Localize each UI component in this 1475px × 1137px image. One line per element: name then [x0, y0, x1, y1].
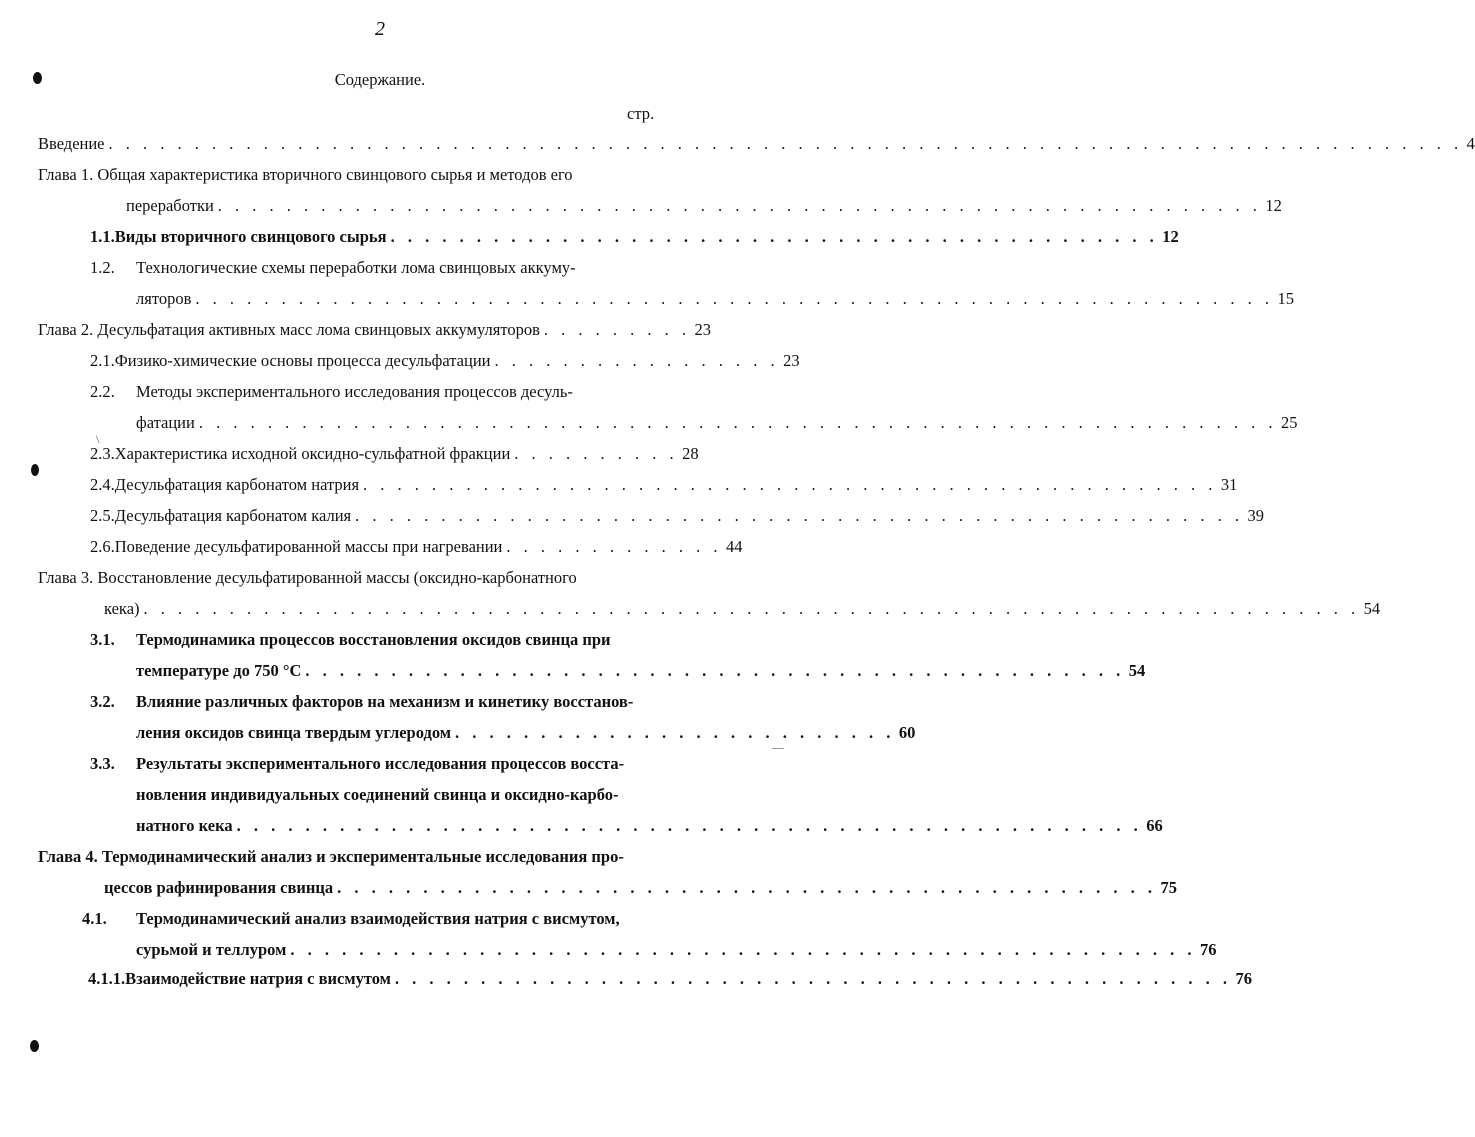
toc-page-number: 23 — [694, 320, 711, 339]
leader-dots: . . . . . . . . . . . . . . . . . . . . . . . . . . . . . . . . . . . . . . . . . . . . . . . . . . . . . — [236, 816, 1143, 835]
leader-dots: . . . . . . . . . . . . . . . . . . . . . . . . . . . . . . . . . . . . . . . . . . . . . . . . . . . . . . . . . . . . . . . — [198, 413, 1277, 432]
toc-section-number: 2.2. — [90, 382, 115, 401]
toc-entry-text: Термодинамический анализ взаимодействия натрия с висмутом, — [136, 909, 620, 928]
toc-entry-text: фатации — [136, 413, 195, 432]
leader-dots: . . . . . . . . . . — [514, 444, 679, 463]
leader-dots: . . . . . . . . . . . . . . . . . . . . . . . . . . — [455, 723, 895, 742]
leader-dots: . . . . . . . . . . . . . . . . . . . . . . . . . . . . . . . . . . . . . . . . . . . . . . . . . — [394, 969, 1232, 988]
toc-entry-text: Десульфатация карбонатом натрия — [114, 475, 360, 494]
toc-entry-4-1-1[interactable] — [88, 968, 1253, 990]
toc-entry-2-6[interactable] — [90, 536, 743, 558]
toc-entry-text: Термодинамика процессов восстановления оксидов свинца при — [136, 630, 611, 649]
toc-section-number: 3.1. — [90, 630, 115, 649]
toc-page-number: 76 — [1199, 940, 1217, 959]
toc-entry-text: Глава 4. Термодинамический анализ и экспериментальные исследования про- — [38, 847, 624, 866]
toc-entry-text: Глава 2. Десульфатация активных масс лома свинцовых аккумуляторов — [38, 320, 540, 339]
toc-page-number: 39 — [1247, 506, 1264, 525]
scan-tick: \ — [96, 432, 100, 446]
toc-page-number: 76 — [1235, 969, 1253, 988]
toc-entry-4-1-cont[interactable] — [136, 939, 1217, 961]
toc-entry-text: Десульфатация карбонатом калия — [114, 506, 352, 525]
page-title: Содержание. — [334, 70, 426, 89]
toc-entry-chapter-3[interactable] — [38, 567, 658, 589]
toc-entry-text: Физико-химические основы процесса десульфатации — [114, 351, 491, 370]
toc-section-number: 4.1.1. — [88, 969, 126, 988]
toc-page-number: 44 — [726, 537, 743, 556]
toc-section-number: 3.3. — [90, 754, 115, 773]
leader-dots: . . . . . . . . . . . . . . . . . . . . . . . . . . . . . . . . . . . . . . . . . . . . . . . . . . . . . . . . . . . . . . . — [195, 289, 1274, 308]
toc-entry-1-1[interactable] — [90, 226, 1179, 248]
toc-entry-text: ляторов — [136, 289, 192, 308]
toc-section-number: 2.4. — [90, 475, 115, 494]
toc-entry-3-3[interactable] — [90, 753, 650, 775]
toc-page-number: 25 — [1280, 413, 1298, 432]
leader-dots: . . . . . . . . . . . . . . . . . . . . . . . . . . . . . . . . . . . . . . . . . . . . . . . . . . — [363, 475, 1217, 494]
leader-dots: . . . . . . . . . . . . . . . . . . . . . . . . . . . . . . . . . . . . . . . . . . . . . — [390, 227, 1159, 246]
toc-page-number: 15 — [1277, 289, 1294, 308]
toc-entry-text: Виды вторичного свинцового сырья — [114, 227, 387, 246]
toc-entry-chapter-3-cont[interactable] — [104, 598, 1381, 620]
toc-page-number: 54 — [1128, 661, 1146, 680]
scan-mark — [33, 72, 42, 84]
toc-entry-text: ления оксидов свинца твердым углеродом — [136, 723, 452, 742]
toc-section-number: 2.3. — [90, 444, 115, 463]
leader-dots: . . . . . . . . . . . . . . . . . . . . . . . . . . . . . . . . . . . . . . . . . . . . . . . . . . . . . . . . . . . . . . . . . . . . . . . . . . . . . . . — [108, 134, 1463, 153]
toc-entry-2-2[interactable] — [90, 381, 650, 403]
toc-section-number: 3.2. — [90, 692, 115, 711]
leader-dots: . . . . . . . . . . . . . — [506, 537, 723, 556]
toc-entry-text: температуре до 750 °С — [136, 661, 302, 680]
leader-dots: . . . . . . . . . — [543, 320, 691, 339]
toc-section-number: 2.6. — [90, 537, 115, 556]
leader-dots: . . . . . . . . . . . . . . . . . . . . . . . . . . . . . . . . . . . . . . . . . . . . . . . . . . . . . — [290, 940, 1196, 959]
toc-section-number: 1.1. — [90, 227, 115, 246]
toc-entry-text: Технологические схемы переработки лома свинцовых аккуму- — [136, 258, 576, 277]
toc-entry-2-1[interactable] — [90, 350, 800, 372]
toc-entry-text: переработки — [126, 196, 214, 215]
leader-dots: . . . . . . . . . . . . . . . . . . . . . . . . . . . . . . . . . . . . . . . . . . . . . . . . . . . . . . . . . . . . . — [217, 196, 1262, 215]
toc-page-number: 75 — [1160, 878, 1178, 897]
leader-dots: . . . . . . . . . . . . . . . . . — [494, 351, 780, 370]
toc-entry-text: Глава 1. Общая характеристика вторичного свинцового сырья и методов его — [38, 165, 573, 184]
page-number: 2 — [375, 18, 385, 40]
toc-entry-2-3[interactable] — [90, 443, 699, 465]
toc-entry-chapter-4[interactable] — [38, 846, 658, 868]
toc-section-number: 4.1. — [82, 909, 107, 928]
toc-entry-2-2-cont[interactable] — [136, 412, 1298, 434]
toc-page-number: 4 — [1466, 134, 1475, 153]
toc-entry-chapter-1-cont[interactable] — [126, 195, 1282, 217]
toc-entry-text: Поведение десульфатированной массы при нагревании — [114, 537, 503, 556]
toc-entry-text: Взаимодействие натрия с висмутом — [125, 969, 391, 988]
toc-entry-4-1[interactable] — [82, 908, 650, 930]
toc-page-number: 23 — [783, 351, 800, 370]
toc-page-number: 54 — [1363, 599, 1381, 618]
toc-entry-intro[interactable] — [38, 133, 1475, 155]
leader-dots: . . . . . . . . . . . . . . . . . . . . . . . . . . . . . . . . . . . . . . . . . . . . . . . . . . . . . . . . . . . . . . . . . . . . . . . — [143, 599, 1360, 618]
toc-entry-text: кека) — [104, 599, 140, 618]
toc-entry-3-2[interactable] — [90, 691, 650, 713]
toc-entry-text: сурьмой и теллуром — [136, 940, 287, 959]
toc-entry-3-2-cont[interactable] — [136, 722, 916, 744]
toc-entry-text: Введение — [38, 134, 105, 153]
toc-page-number: 60 — [898, 723, 916, 742]
toc-page-number: 31 — [1220, 475, 1238, 494]
toc-page-number: 12 — [1162, 227, 1179, 246]
toc-entry-text: Методы экспериментального исследования процессов десуль- — [136, 382, 573, 401]
toc-entry-2-4[interactable] — [90, 474, 1238, 496]
toc-entry-3-1-cont[interactable] — [136, 660, 1146, 682]
toc-page-number: 66 — [1146, 816, 1163, 835]
leader-dots: . . . . . . . . . . . . . . . . . . . . . . . . . . . . . . . . . . . . . . . . . . . . . . . . — [305, 661, 1125, 680]
toc-entry-1-2[interactable] — [90, 257, 650, 279]
toc-entry-1-2-cont[interactable] — [136, 288, 1294, 310]
leader-dots: . . . . . . . . . . . . . . . . . . . . . . . . . . . . . . . . . . . . . . . . . . . . . . . . — [337, 878, 1157, 897]
toc-entry-text: натного кека — [136, 816, 233, 835]
leader-dots: . . . . . . . . . . . . . . . . . . . . . . . . . . . . . . . . . . . . . . . . . . . . . . . . . . . . — [355, 506, 1244, 525]
toc-section-number: 1.2. — [90, 258, 115, 277]
toc-page-number: 12 — [1265, 196, 1282, 215]
toc-entry-3-1[interactable] — [90, 629, 650, 651]
toc-entry-3-3-cont2[interactable] — [136, 815, 1163, 837]
toc-entry-chapter-1[interactable] — [38, 164, 658, 186]
toc-entry-text: Влияние различных факторов на механизм и кинетику восстанов- — [136, 692, 634, 711]
toc-page-number: 28 — [682, 444, 699, 463]
toc-entry-text: цессов рафинирования свинца — [104, 878, 334, 897]
toc-entry-text: Характеристика исходной оксидно-сульфатной фракции — [114, 444, 511, 463]
pages-column-label: стр. — [627, 104, 655, 123]
toc-entry-2-5[interactable] — [90, 505, 1264, 527]
toc-entry-text: Результаты экспериментального исследования процессов восста- — [136, 754, 625, 773]
toc-section-number: 2.1. — [90, 351, 115, 370]
toc-entry-chapter-4-cont[interactable] — [104, 877, 1178, 899]
toc-entry-3-3-cont[interactable] — [136, 784, 646, 806]
toc-entry-text: новления индивидуальных соединений свинца и оксидно-карбо- — [136, 785, 619, 804]
toc-entry-text: Глава 3. Восстановление десульфатированной массы (оксидно-карбонатного — [38, 568, 577, 587]
scan-tick: — — [772, 740, 784, 754]
toc-section-number: 2.5. — [90, 506, 115, 525]
scan-mark — [30, 1040, 39, 1052]
toc-entry-chapter-2[interactable] — [38, 319, 711, 341]
scan-mark — [31, 464, 39, 476]
